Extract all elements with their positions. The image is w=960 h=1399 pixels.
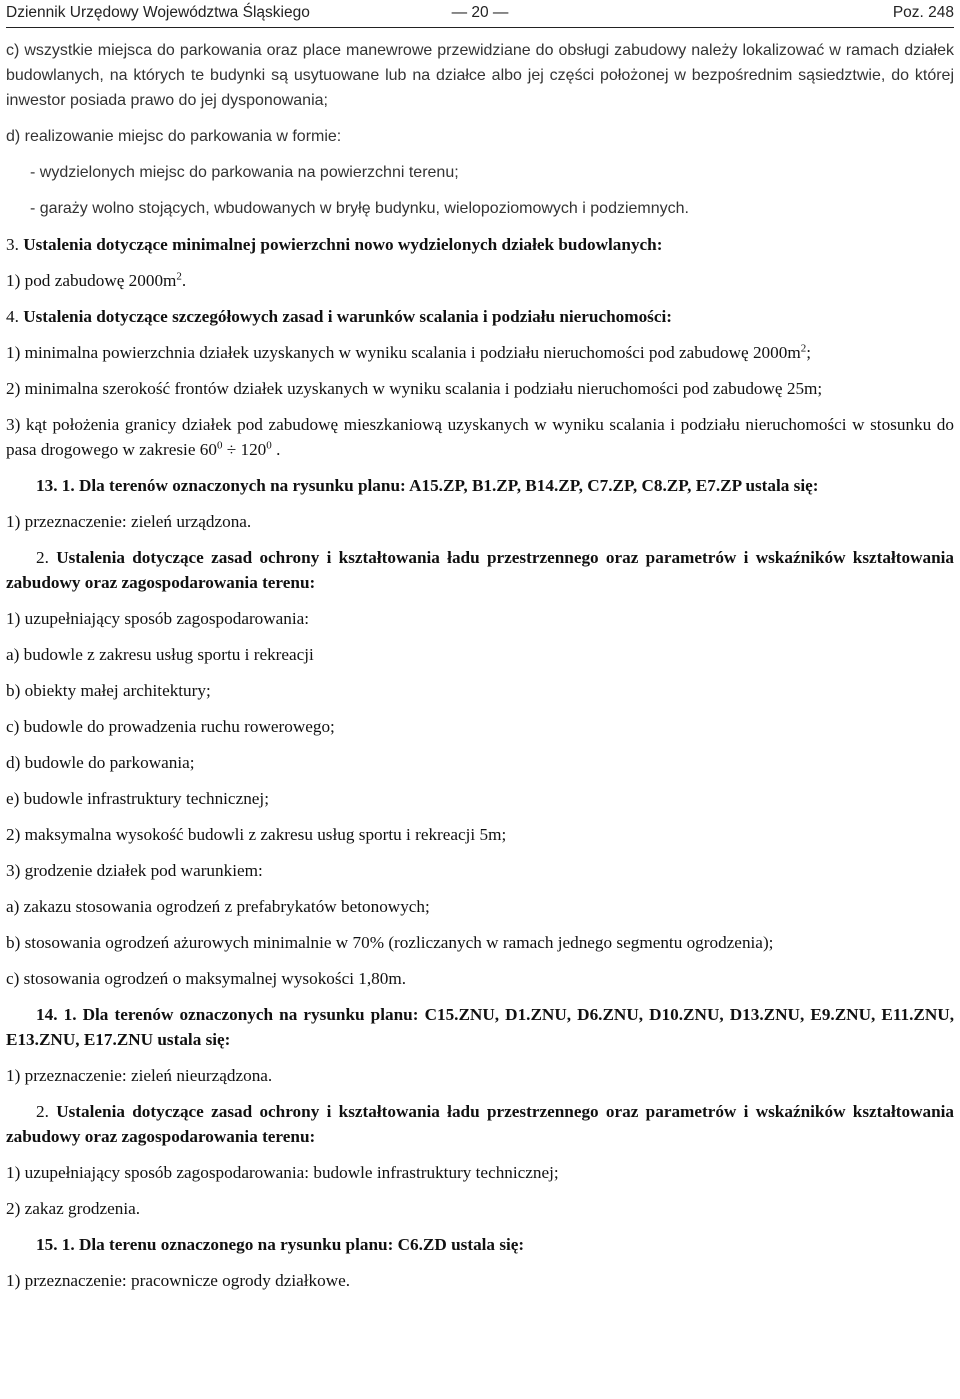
- s4-3-sup2: 0: [266, 439, 272, 452]
- p13-2-item-1a: a) budowle z zakresu usług sportu i rekreacji: [6, 645, 314, 664]
- section-4-title: [6, 304, 954, 329]
- paragraph-d: d) realizowanie miejsc do parkowania w formie:: [6, 128, 342, 145]
- p14-section-2-title: [6, 1099, 954, 1149]
- page-header: [6, 4, 954, 26]
- section-3-text: Ustalenia dotyczące minimalnej powierzchni nowo wydzielonych działek budowlanych:: [23, 235, 663, 254]
- paragraph-15-heading: [6, 1232, 954, 1257]
- s3-1-end: .: [181, 271, 187, 290]
- p13-head: 1. Dla terenów oznaczonych na rysunku planu: A15.ZP, B1.ZP, B14.ZP, C7.ZP, C8.ZP, E7.ZP ustala się:: [57, 476, 819, 495]
- p13-item-1: 1) przeznaczenie: zieleń urządzona.: [6, 512, 252, 531]
- s4-1-text: 1) minimalna powierzchnia działek uzyskanych w wyniku scalania i podziału nieruchomości pod zabudowę 2000m: [6, 343, 801, 362]
- p14-2-text: Ustalenia dotyczące zasad ochrony i kształtowania ładu przestrzennego oraz parametrów i wskaźników kształtowania zabudowy oraz zagospodarowania terenu:: [6, 1102, 955, 1146]
- s4-1-sup: 2: [800, 342, 807, 355]
- paragraph-c: c) wszystkie miejsca do parkowania oraz place manewrowe przewidziane do obsługi zabudowy należy lokalizować w ramach działek budowlanych, na których te budynki są usytuowane lub na działce albo jej części położonej w bezpośrednim sąsiedztwie, do której inwestor posiada prawo do jej dysponowania;: [6, 42, 954, 109]
- p13-num: 13.: [36, 476, 58, 495]
- p13-2-num: 2.: [36, 548, 49, 567]
- p13-2-item-3a: a) zakazu stosowania ogrodzeń z prefabrykatów betonowych;: [6, 897, 430, 916]
- s4-3-mid: ÷ 120: [222, 440, 267, 459]
- paragraph-14-heading: [6, 1002, 954, 1052]
- section-3-title: [6, 232, 954, 257]
- paragraph-13-heading: [6, 473, 954, 498]
- section-4-num: 4.: [6, 307, 19, 326]
- journal-title: Dziennik Urzędowy Województwa Śląskiego: [6, 4, 310, 21]
- section-4-item-1: [6, 340, 954, 365]
- p13-2-item-1b: b) obiekty małej architektury;: [6, 681, 211, 700]
- section-3-num: 3.: [6, 235, 19, 254]
- page-number: — 20 —: [451, 4, 509, 21]
- section-4-item-3: [6, 412, 954, 462]
- s4-1-end: ;: [806, 343, 811, 362]
- s3-1-text: 1) pod zabudowę 2000m: [6, 271, 177, 290]
- p13-section-2-title: [6, 545, 954, 595]
- p13-2-item-2: 2) maksymalna wysokość budowli z zakresu usług sportu i rekreacji 5m;: [6, 825, 507, 844]
- p14-2-item-2: 2) zakaz grodzenia.: [6, 1199, 141, 1218]
- section-3-item-1: [6, 268, 954, 293]
- p14-2-item-1: 1) uzupełniający sposób zagospodarowania: budowle infrastruktury technicznej;: [6, 1163, 559, 1182]
- p13-2-item-3c: c) stosowania ogrodzeń o maksymalnej wysokości 1,80m.: [6, 969, 407, 988]
- p14-item-1: 1) przeznaczenie: zieleń nieurządzona.: [6, 1066, 273, 1085]
- p13-2-item-3b: b) stosowania ogrodzeń ażurowych minimalnie w 70% (rozliczanych w ramach jednego segmentu ogrodzenia);: [6, 933, 774, 952]
- p13-2-item-1e: e) budowle infrastruktury technicznej;: [6, 789, 269, 808]
- p13-2-item-3: 3) grodzenie działek pod warunkiem:: [6, 861, 263, 880]
- position-number: Poz. 248: [892, 4, 954, 21]
- p13-2-item-1: 1) uzupełniający sposób zagospodarowania:: [6, 609, 310, 628]
- p14-2-num: 2.: [36, 1102, 49, 1121]
- section-4-text: Ustalenia dotyczące szczegółowych zasad i warunków scalania i podziału nieruchomości:: [23, 307, 672, 326]
- s4-3-end: .: [271, 440, 281, 459]
- dash-item-1: - wydzielonych miejsc do parkowania na powierzchni terenu;: [30, 164, 459, 181]
- p13-2-item-1c: c) budowle do prowadzenia ruchu rowerowego;: [6, 717, 335, 736]
- p14-head: 1. Dla terenów oznaczonych na rysunku planu: C15.ZNU, D1.ZNU, D6.ZNU, D10.ZNU, D13.ZNU, E9.ZNU, E11.ZNU, E13.ZNU, E17.ZNU ustala się:: [6, 1005, 954, 1049]
- p15-num: 15.: [36, 1235, 58, 1254]
- s3-1-sup: 2: [176, 270, 182, 283]
- p14-num: 14.: [36, 1005, 58, 1024]
- s4-3-sup1: 0: [216, 439, 223, 452]
- dash-item-2: - garaży wolno stojących, wbudowanych w bryłę budynku, wielopoziomowych i podziemnych.: [30, 200, 689, 217]
- p13-2-item-1d: d) budowle do parkowania;: [6, 753, 195, 772]
- p13-2-text: Ustalenia dotyczące zasad ochrony i kształtowania ładu przestrzennego oraz parametrów i wskaźników kształtowania zabudowy oraz zagospodarowania terenu:: [6, 548, 955, 592]
- s4-3-text: 3) kąt położenia granicy działek pod zabudowę mieszkaniową uzyskanych w wyniku scalania i podziału nieruchomości w stosunku do pasa drogowego w zakresie 60: [6, 415, 954, 459]
- section-4-item-2: 2) minimalna szerokość frontów działek uzyskanych w wyniku scalania i podziału nieruchomości pod zabudowę 25m;: [6, 379, 823, 398]
- p15-head: 1. Dla terenu oznaczonego na rysunku planu: C6.ZD ustala się:: [57, 1235, 525, 1254]
- p15-item-1: 1) przeznaczenie: pracownicze ogrody działkowe.: [6, 1271, 351, 1290]
- header-divider: [6, 27, 954, 28]
- document-body: [6, 38, 954, 1304]
